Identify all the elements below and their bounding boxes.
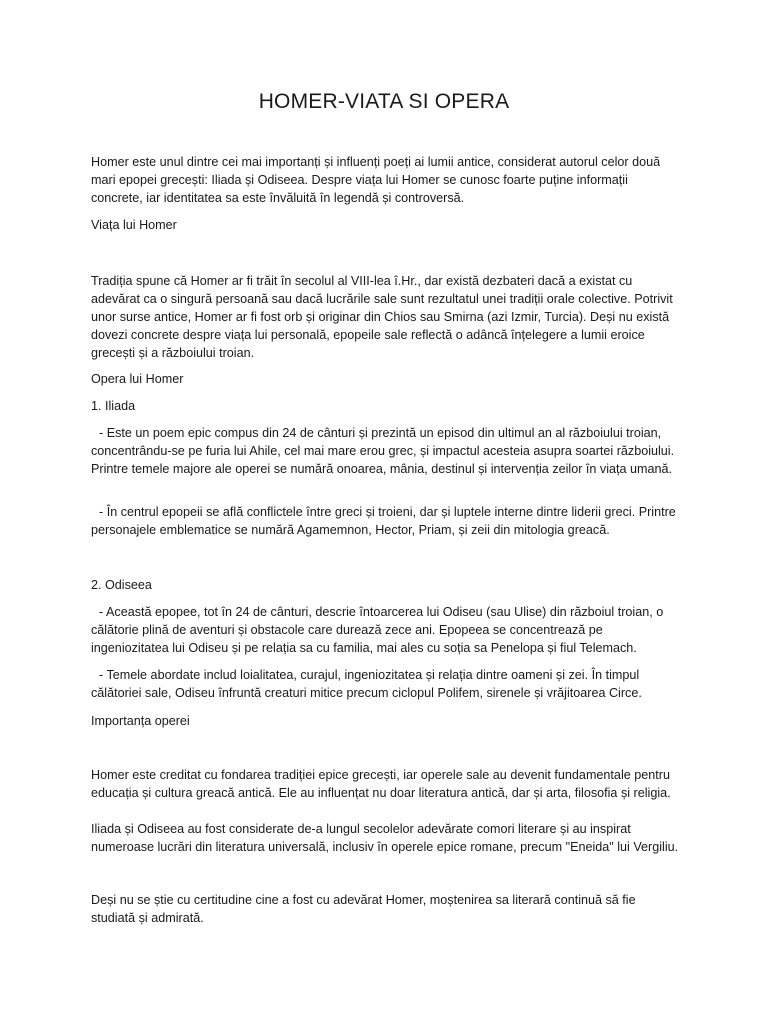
intro-paragraph: Homer este unul dintre cei mai importanți și influenți poeți ai lumii antice, considerat autorul celor două mari epopei grecești: Iliada și Odiseea. Despre viața lui Homer se cunosc foarte puține informații concrete, iar identitatea sa este învăluită în legendă și controversă. bbox=[91, 155, 661, 205]
odiseea-heading: 2. Odiseea bbox=[91, 578, 152, 592]
document-title: HOMER-VIATA SI OPERA bbox=[258, 90, 510, 113]
odiseea-paragraph-2: - Temele abordate includ loialitatea, curajul, ingeniozitatea și relația dintre oameni și zei. În timpul călătoriei sale, Odiseu înfruntă creaturi mitice precum ciclopul Polifem, sirenele și vrăjitoarea Circe. bbox=[91, 668, 642, 700]
iliada-heading: 1. Iliada bbox=[91, 399, 136, 413]
importanta-paragraph-3: Deși nu se știe cu certitudine cine a fost cu adevărat Homer, moștenirea sa literară continuă să fie studiată și admirată. bbox=[91, 893, 636, 925]
heading-importanta: Importanța operei bbox=[91, 714, 190, 728]
viata-paragraph: Tradiția spune că Homer ar fi trăit în secolul al VIII-lea î.Hr., dar există dezbateri dacă a existat cu adevărat ca o singură persoană sau dacă lucrările sale sunt rezultatul unei tradiții orale colective. Potrivit unor surse antice, Homer ar fi fost orb și originar din Chios sau Smirna (azi Izmir, Turcia). Deși nu există dovezi concrete despre viața lui personală, epopeile sale reflectă o adâncă înțelegere a lumii eroice grecești și a războiului troian. bbox=[91, 274, 673, 360]
importanta-paragraph-1: Homer este creditat cu fondarea tradiției epice grecești, iar operele sale au devenit fundamentale pentru educația și cultura greacă antică. Ele au influențat nu doar literatura antică, dar și arta, filosofia și religia. bbox=[91, 768, 671, 800]
odiseea-paragraph-1: - Această epopee, tot în 24 de cânturi, descrie întoarcerea lui Odiseu (sau Ulise) din războiul troian, o călătorie plină de aventuri și obstacole care durează zece ani. Epopeea se concentrează pe ingeniozitatea lui Odiseu și pe relația sa cu familia, mai ales cu soția sa Penelopa și fiul Telemach. bbox=[91, 605, 664, 655]
iliada-paragraph-1: - Este un poem epic compus din 24 de cânturi și prezintă un episod din ultimul an al războiului troian, concentrându-se pe furia lui Ahile, cel mai mare erou grec, și impactul acesteia asupra soartei războiului. Printre temele majore ale operei se numără onoarea, mânia, destinul și intervenția zeilor în viața umană. bbox=[91, 426, 675, 476]
iliada-paragraph-2: - În centrul epopeii se află conflictele între greci și troieni, dar și luptele interne dintre liderii greci. Printre personajele emblematice se numără Agamemnon, Hector, Priam, și zeii din mitologia greacă. bbox=[91, 505, 676, 537]
heading-viata: Viața lui Homer bbox=[91, 218, 177, 232]
heading-opera: Opera lui Homer bbox=[91, 372, 184, 386]
importanta-paragraph-2: Iliada și Odiseea au fost considerate de-a lungul secolelor adevărate comori literare și au inspirat numeroase lucrări din literatura universală, inclusiv în operele epice romane, precum "Eneida" lui Vergiliu. bbox=[91, 822, 679, 854]
